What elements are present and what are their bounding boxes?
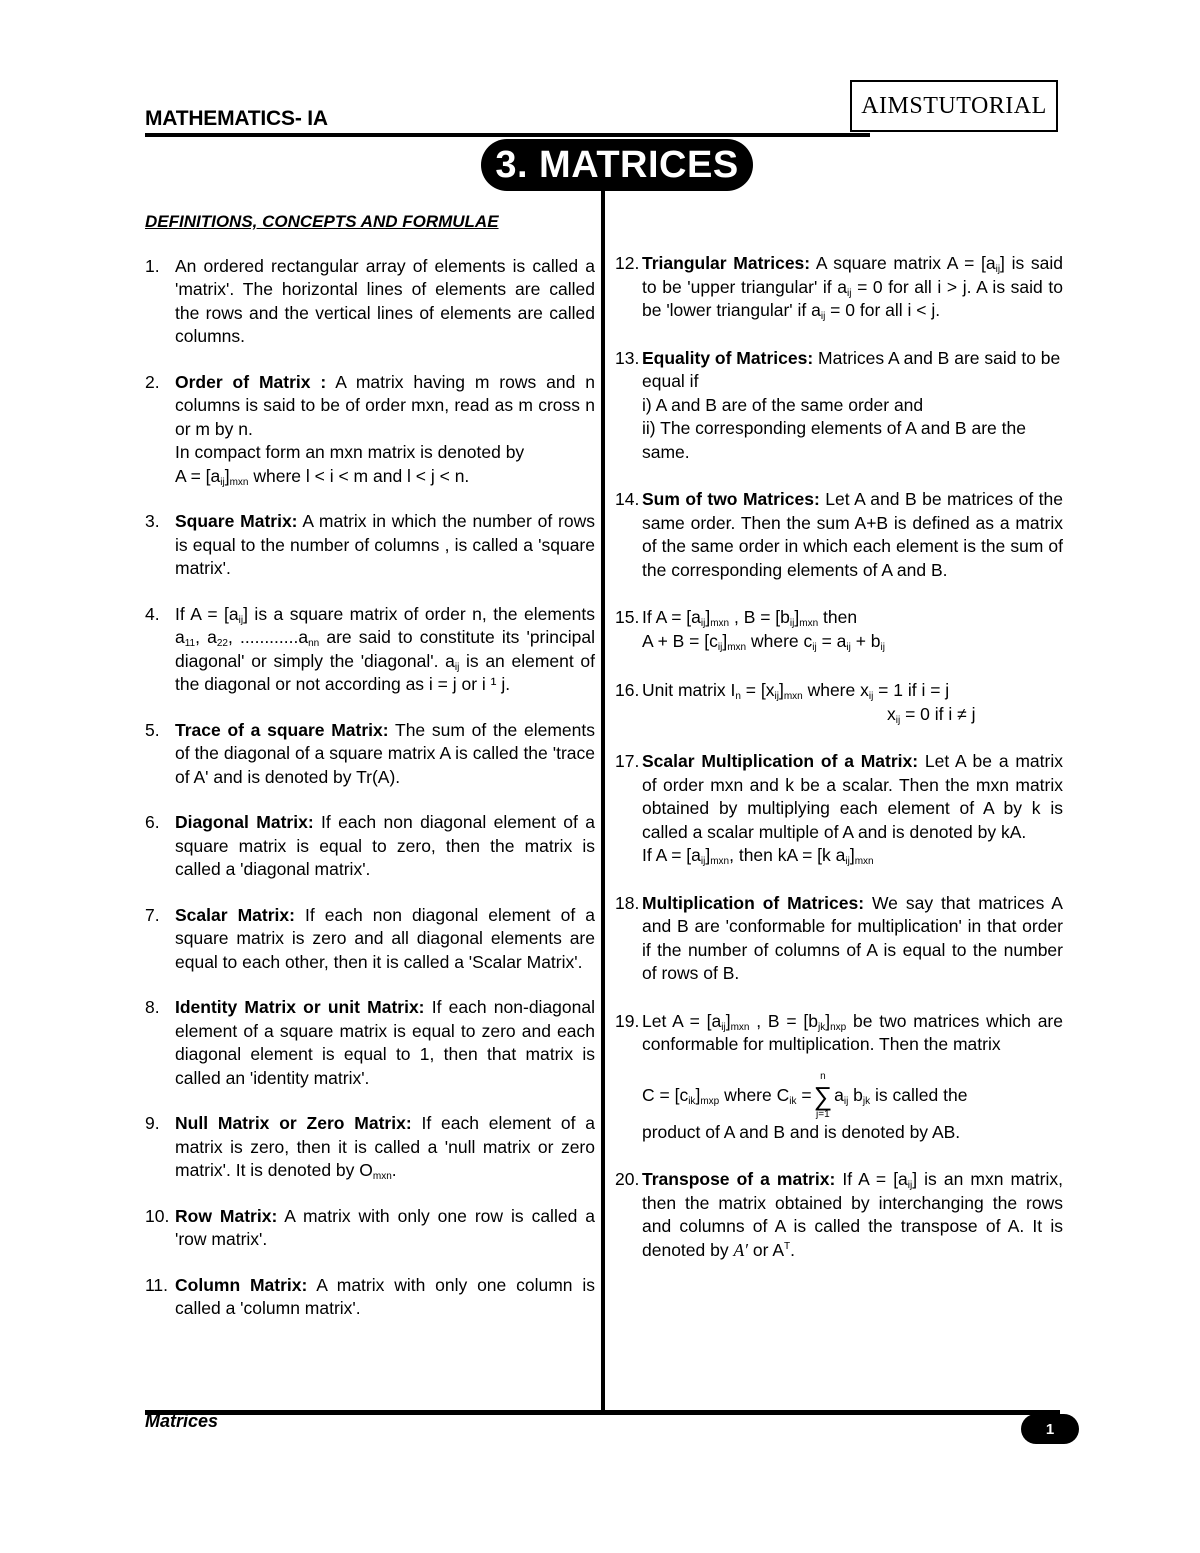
item-term: Scalar Matrix:: [175, 904, 295, 925]
item-number: 20.: [615, 1169, 640, 1189]
item-text: Unit matrix $I_n = [x_{ij}]_{mxn}$ where $x_{ij} = 1$ if i = j $x_{ij} = 0$ if i ≠ j: [642, 680, 976, 726]
item-number: 8.: [145, 997, 160, 1017]
list-item: [615, 892, 1063, 986]
right-column: [615, 252, 1063, 1262]
list-item: [145, 371, 595, 489]
list-item: [145, 1205, 595, 1252]
item-text: Scalar Matrix: If each non diagonal element of a square matrix is zero and all diagonal elements are equal to each other, then it is called a 'Scalar Matrix'.: [175, 904, 595, 972]
subject-header: MATHEMATICS- IA: [145, 107, 328, 130]
item-term: Sum of two Matrices:: [642, 489, 820, 509]
item-text: Diagonal Matrix: If each non diagonal element of a square matrix is equal to zero, then the matrix is called a 'diagonal matrix'.: [175, 812, 595, 879]
item-text: Scalar Multiplication of a Matrix: Let A be a matrix of order mxn and k be a scalar. Then the mxn matrix obtained by multiplying each element of A by k is called a scalar multiple of A and is denoted by kA. If $A = [a_{ij}]_{mxn}$, then kA = [k $a_{ij}]_{mxn}$: [642, 751, 1063, 867]
item-term: Transpose of a matrix:: [642, 1169, 836, 1189]
list-item: [145, 603, 595, 697]
section-heading: DEFINITIONS, CONCEPTS AND FORMULAE: [145, 212, 499, 231]
item-term: Diagonal Matrix:: [175, 812, 314, 832]
item-term: Trace of a square Matrix:: [175, 719, 389, 740]
list-item: [145, 1112, 595, 1183]
footer-label: Matrices: [145, 1411, 219, 1431]
item-text: Column Matrix: A matrix with only one column is called a 'column matrix'.: [175, 1274, 595, 1318]
item-text: Transpose of a matrix: If $A = [a_{ij}]$ is an mxn matrix, then the matrix obtained by interchanging the rows and columns of A is called the transpose of A. It is denoted by A′ or $A^T$.: [642, 1169, 1063, 1260]
top-rule: [145, 133, 870, 137]
item-term: Square Matrix:: [175, 511, 298, 531]
item-number: 11.: [145, 1274, 169, 1295]
item-term: Column Matrix:: [175, 1274, 308, 1295]
item-text: Row Matrix: A matrix with only one row is called a 'row matrix'.: [175, 1205, 595, 1249]
item-text: Trace of a square Matrix: The sum of the elements of the diagonal of a square matrix A is called the 'trace of A' and is denoted by Tr(A).: [175, 719, 595, 787]
item-term: Null Matrix or Zero Matrix:: [175, 1113, 412, 1133]
brand-box: AIMSTUTORIAL: [850, 80, 1058, 132]
list-item: [145, 904, 595, 975]
item-text: Multiplication of Matrices: We say that matrices A and B are 'conformable for multiplication' in that order if the number of columns of A is equal to the number of rows of B.: [642, 892, 1063, 983]
item-number: 12.: [615, 253, 640, 273]
product-formula: $C = [c_{ik}]_{mxp}$ where $C_{ik}$ = n ∑ j=1 $a_{ij}$ $b_{jk}$ is called the: [642, 1070, 968, 1120]
item-text: Triangular Matrices: A square matrix $A = [a_{ij}]$ is said to be 'upper triangular' if $a_{ij} = 0$ for all i > j. A is said to be 'lower triangular' if $a_{ij} = 0$ for all i < j.: [642, 253, 1063, 322]
column-divider: [601, 190, 605, 1412]
chapter-title: 3. MATRICES: [481, 139, 753, 191]
item-number: 17.: [615, 751, 640, 771]
list-item: [145, 255, 595, 349]
list-item: [615, 750, 1063, 868]
item-number: 5.: [145, 719, 160, 740]
item-number: 4.: [145, 603, 160, 624]
item-number: 19.: [615, 1010, 640, 1031]
item-number: 15.: [615, 607, 640, 627]
item-number: 9.: [145, 1113, 160, 1133]
item-text: Null Matrix or Zero Matrix: If each element of a matrix is zero, then it is called a 'null matrix or zero matrix'. It is denoted by $O_{mxn}$.: [175, 1113, 595, 1182]
item-term: Row Matrix:: [175, 1205, 278, 1226]
item-text: Square Matrix: A matrix in which the number of rows is equal to the number of columns , is called a 'square matrix'.: [175, 511, 595, 578]
list-item: [145, 996, 595, 1090]
list-item: [615, 488, 1063, 582]
list-item: [615, 1168, 1063, 1262]
item-text: An ordered rectangular array of elements is called a 'matrix'. The horizontal lines of elements are called the rows and the vertical lines of elements are called columns.: [175, 255, 595, 346]
item-number: 7.: [145, 904, 160, 925]
item-number: 16.: [615, 680, 640, 700]
list-item: [145, 811, 595, 882]
item-term: Scalar Multiplication of a Matrix:: [642, 751, 919, 771]
item-term: Multiplication of Matrices:: [642, 892, 865, 913]
item-number: 3.: [145, 511, 160, 531]
item-text: Order of Matrix : A matrix having m rows and n columns is said to be of order mxn, read as m cross n or m by n. In compact form an mxn matrix is denoted by $A = [a_{ij}]_{mxn}$ where l < i < m and l < j < n.: [175, 371, 595, 488]
item-term: Equality of Matrices:: [642, 347, 814, 368]
item-text: Let $A = [a_{ij}]_{mxn}$ , $B = [b_{jk}]_{nxp}$ be two matrices which are conformable for multiplication. Then the matrix $C = [c_{ik}]_{mxp}$ where $C_{ik}$ = n ∑ j=1 $a_{ij}$ $b_{jk}$ is called the product of A and B and is denoted by AB.: [642, 1010, 1063, 1142]
page-number: 1: [1021, 1414, 1079, 1444]
list-item: [615, 679, 1063, 726]
item-text: If $A = [a_{ij}]_{mxn}$ , $B = [b_{ij}]_{mxn}$ then $A + B = [c_{ij}]_{mxn}$ where $c_{ij} = a_{ij} + b_{ij}$: [642, 607, 885, 653]
item-number: 13.: [615, 347, 640, 368]
list-item: [145, 719, 595, 790]
item-number: 10.: [145, 1205, 170, 1226]
item-term: Order of Matrix :: [175, 371, 327, 392]
list-item: [615, 252, 1063, 323]
list-item: [145, 510, 595, 581]
list-item: [615, 606, 1063, 653]
list-item: [615, 1010, 1063, 1145]
item-text: Equality of Matrices: Matrices A and B are said to be equal if i) A and B are of the same order and ii) The corresponding elements of A and B are the same.: [642, 347, 1061, 462]
item-term: Identity Matrix or unit Matrix:: [175, 997, 425, 1017]
list-item: [615, 347, 1063, 465]
list-item: [145, 1274, 595, 1321]
bottom-rule: [145, 1410, 1060, 1415]
item-text: Identity Matrix or unit Matrix: If each non-diagonal element of a square matrix is equal to zero and each diagonal element is equal to 1, then that matrix is called an 'identity matrix'.: [175, 997, 595, 1088]
item-text: If $A = [a_{ij}]$ is a square matrix of order n, the elements $a_{11}$, $a_{22}$, $............a_{nn}$ are said to constitute its 'principal diagonal' or simply the 'diagonal'. $a_{ij}$ is an element of the diagonal or not according as i = j or i ¹ j.: [175, 603, 596, 694]
item-term: Triangular Matrices:: [642, 253, 811, 273]
item-number: 6.: [145, 812, 160, 832]
item-number: 2.: [145, 371, 160, 392]
item-text: Sum of two Matrices: Let A and B be matrices of the same order. Then the sum A+B is defined as a matrix of the same order in which each element is the sum of the corresponding elements of A and B.: [642, 489, 1063, 580]
item-number: 1.: [145, 255, 160, 276]
item-number: 18.: [615, 892, 640, 913]
summation: n ∑ j=1: [813, 1070, 833, 1120]
item-number: 14.: [615, 489, 640, 509]
left-column: [145, 210, 595, 1321]
